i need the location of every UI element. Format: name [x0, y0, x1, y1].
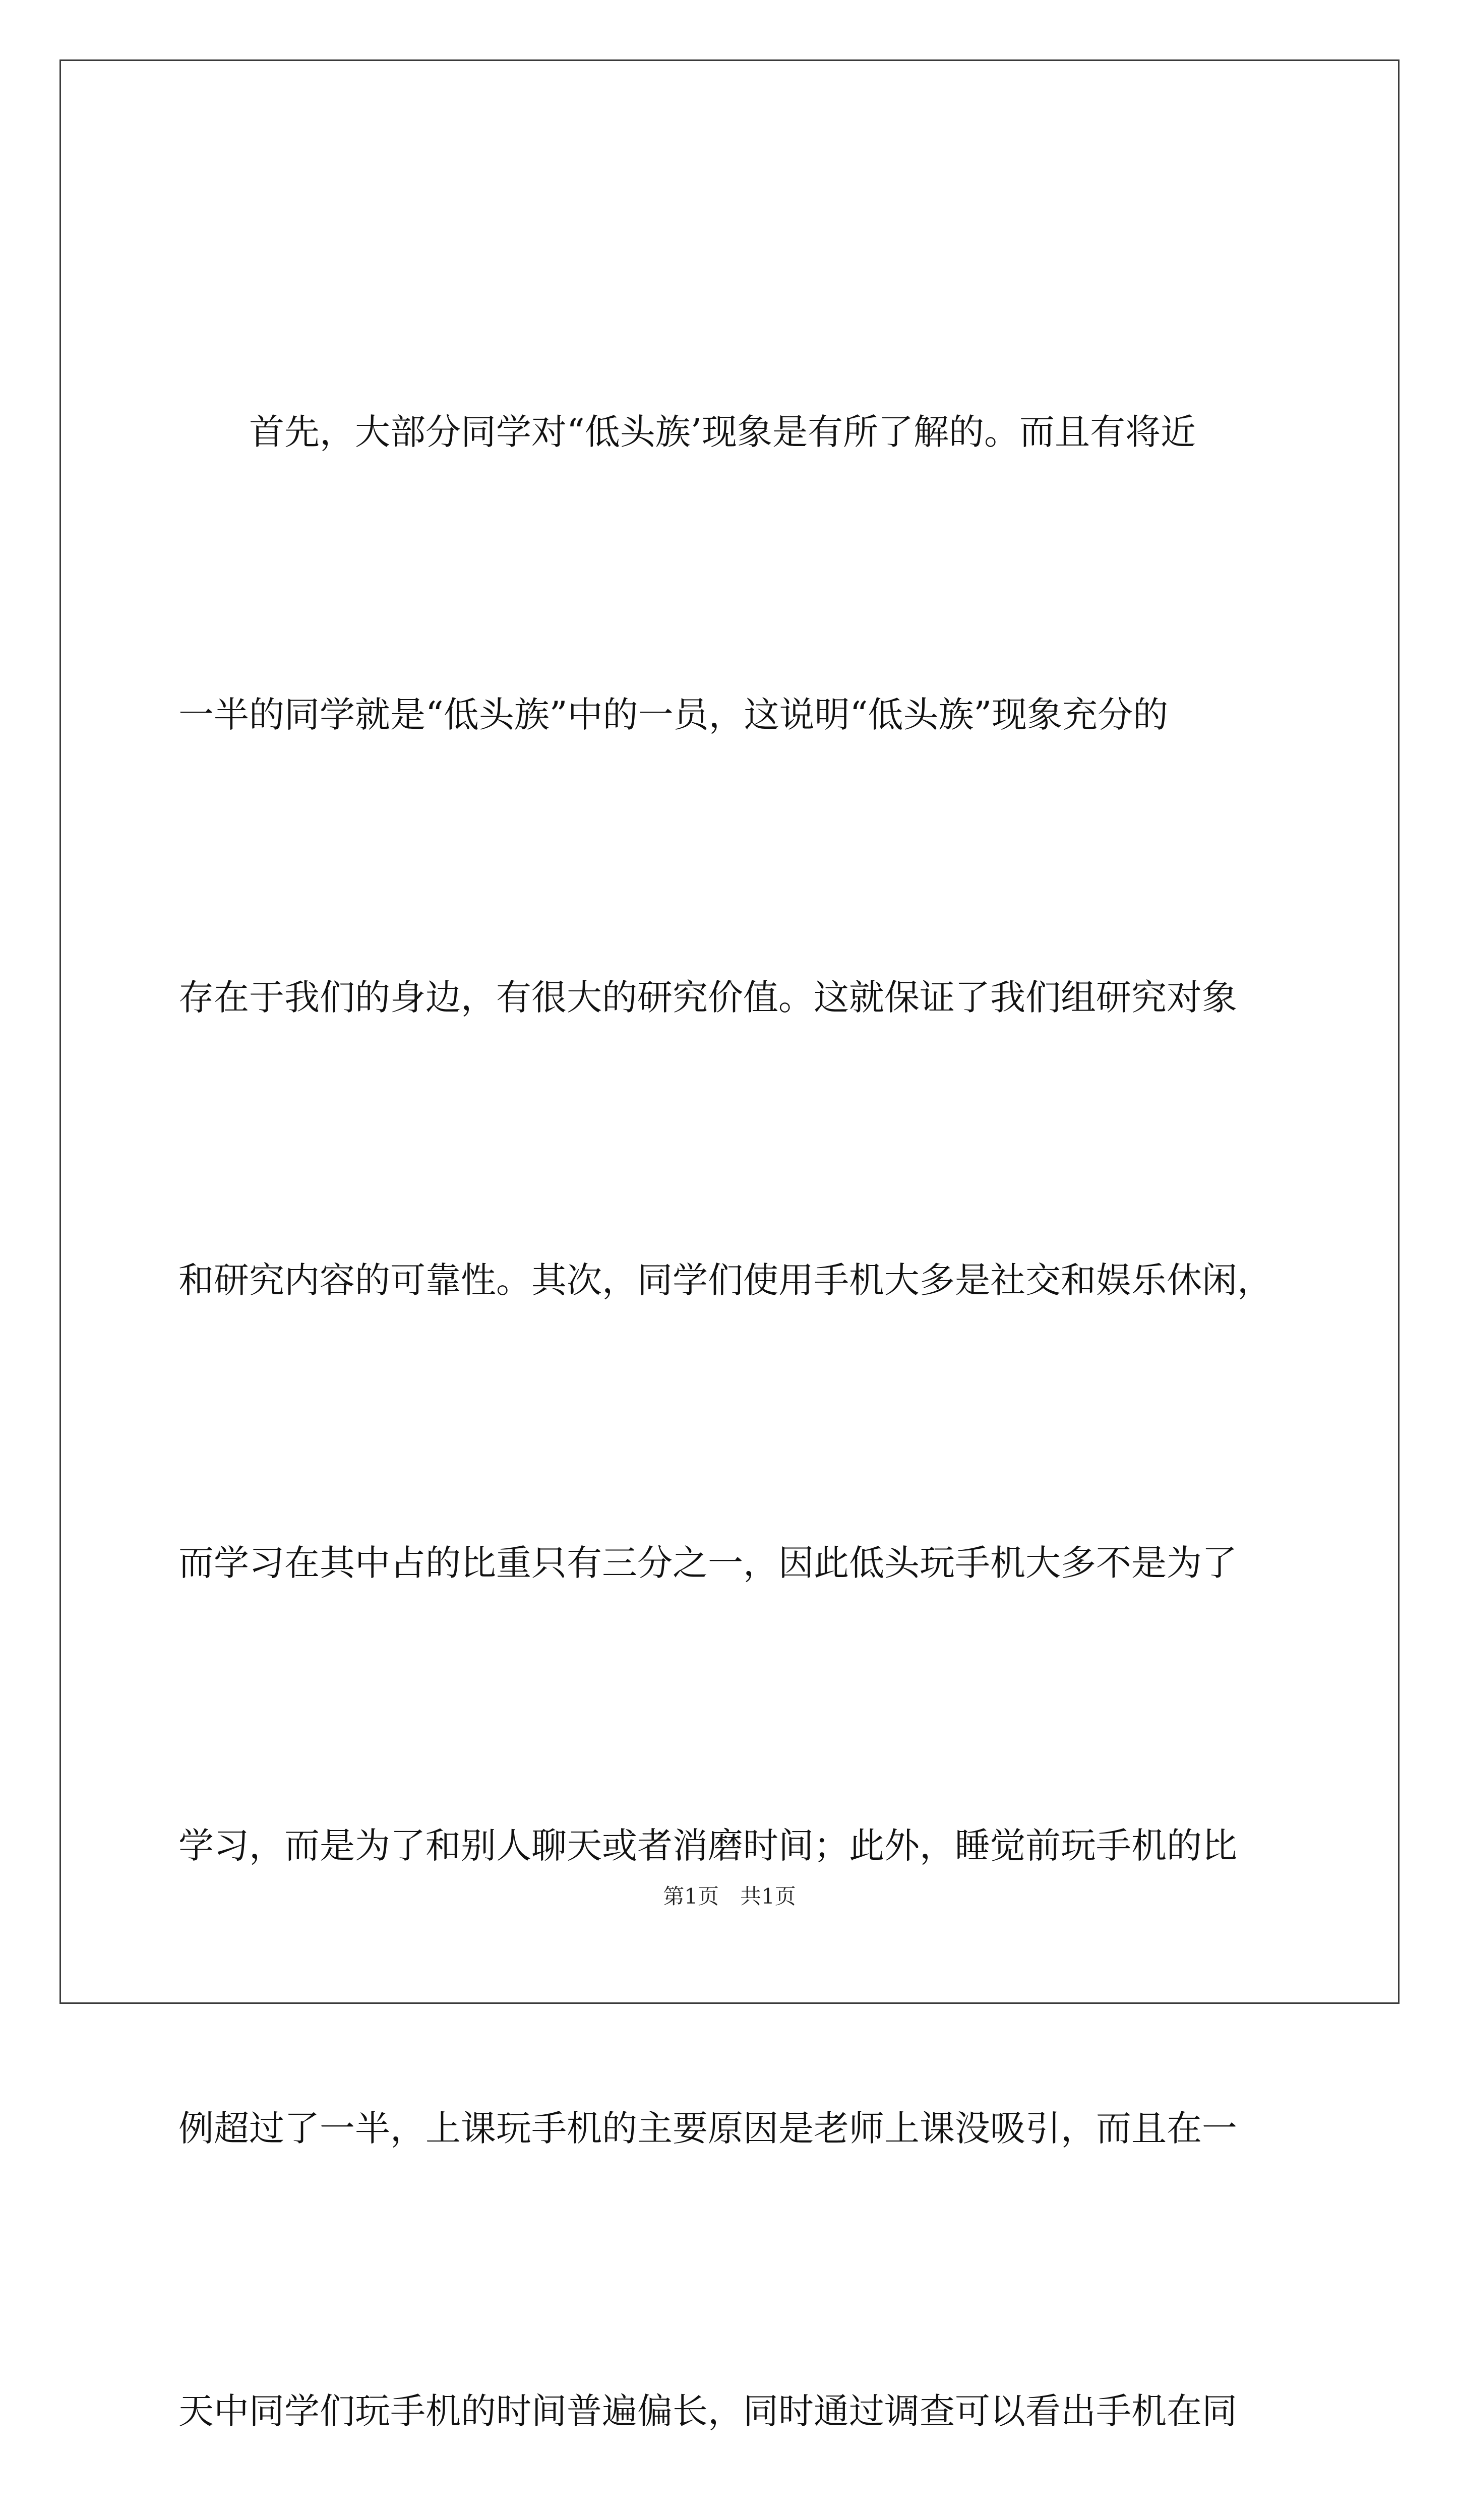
body-line: 首先，大部分同学对“低头族’现象是有所了解的。而且有将近	[178, 411, 1196, 453]
body-line: 学习，而是为了和别人聊天或者消磨时间；此外，睡觉前玩手机的比	[178, 1825, 1237, 1866]
body-line: 存在于我们的身边，有很大的研究价值。这就保证了我们组研究对象	[178, 977, 1237, 1018]
body-line: 例超过了一半，上课玩手机的主要原因是老师上课没吸引，而且在一	[178, 2108, 1237, 2149]
body-line: 天中同学们玩手机的时间普遍偏长，同时通过调查可以看出手机在同	[178, 2390, 1237, 2432]
body-line: 而学习在其中占的比重只有三分之一，因此低头玩手机大多不是为了	[178, 1542, 1237, 1584]
body-line: 一半的同学就是“低头族”中的一员，这说明“低头族”现象充分的	[178, 694, 1169, 735]
page-number-footer: 第1页 共1页	[663, 1884, 796, 1909]
body-line: 和研究内容的可靠性。其次，同学们使用手机大多是社交和娱乐休闲，	[178, 1259, 1272, 1301]
document-body	[178, 197, 1280, 2520]
